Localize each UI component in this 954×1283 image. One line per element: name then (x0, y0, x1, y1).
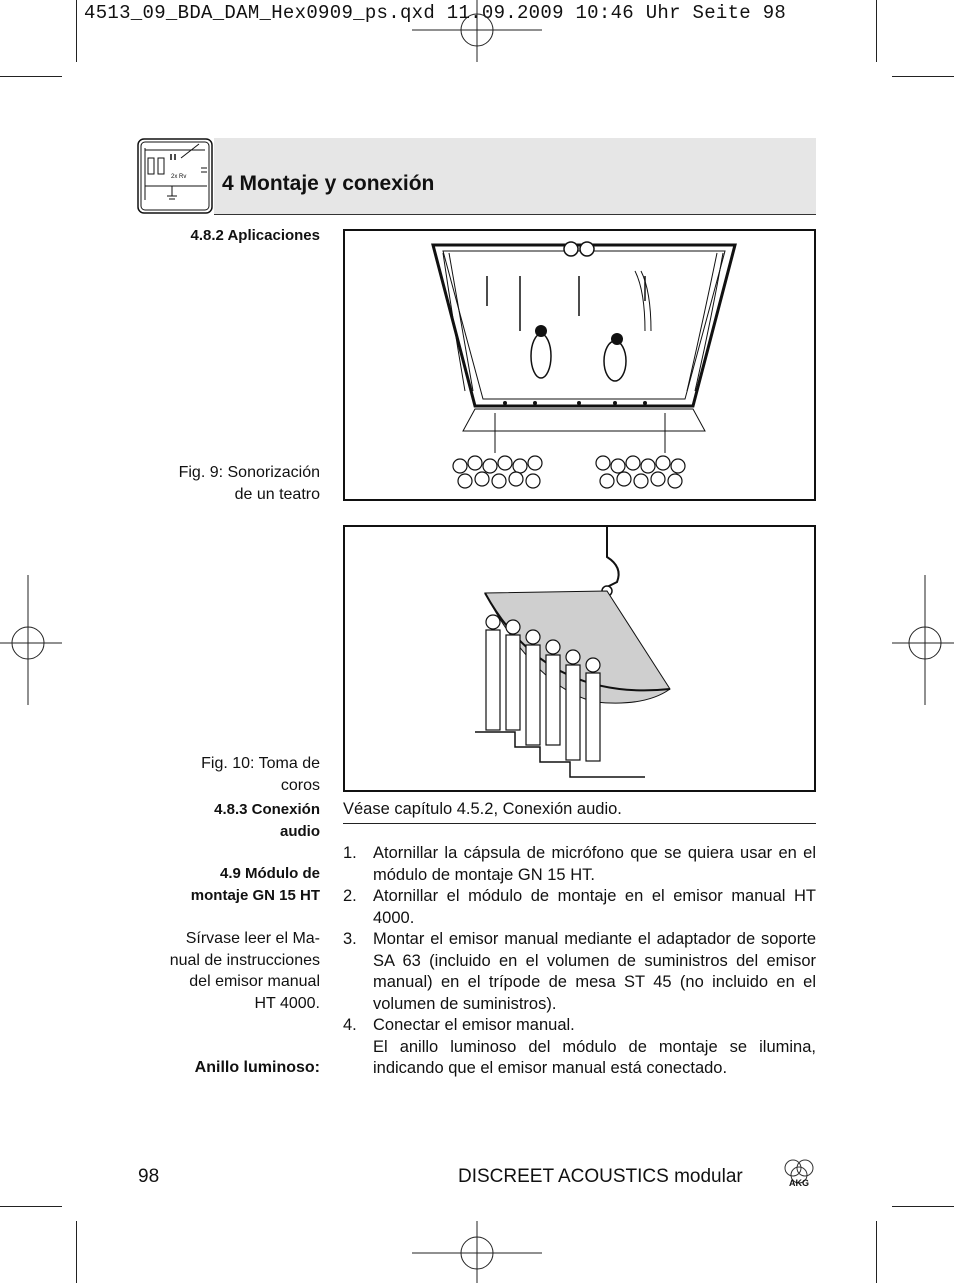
theatre-illustration-icon (345, 231, 814, 499)
step-item (343, 886, 816, 929)
step-item (343, 1015, 816, 1080)
step-text: Atornillar la cápsula de micrófono que se quiera usar en el módulo de montaje GN 15 HT. (373, 844, 816, 884)
step-text: Atornillar el módulo de montaje en el emisor manual HT 4000. (373, 887, 816, 927)
page-number: 98 (138, 1166, 160, 1187)
fig9-caption: Fig. 9: Sonorización de un teatro (178, 464, 320, 503)
steps-list (343, 843, 816, 1080)
figure-theatre (343, 229, 816, 501)
registration-mark-right-icon (892, 575, 954, 705)
circuit-diagram-icon (137, 138, 213, 214)
registration-mark-bottom-icon (412, 1221, 542, 1283)
step-item (343, 929, 816, 1015)
audio-reference: Véase capítulo 4.5.2, Conexión audio. (343, 800, 622, 818)
step-text: Montar el emisor manual mediante el adaptador de soporte SA 63 (incluido en el volumen de suministros del emisor manual) en el trípode de mesa ST 45 (no incluido en el volumen de suministros). (373, 930, 816, 1013)
step-number: 1. (343, 844, 357, 862)
ring-label: Anillo luminoso: (194, 1059, 320, 1076)
svg-text:2x Rv: 2x Rv (171, 174, 187, 180)
section-heading-aplicaciones: 4.8.2 Aplicaciones (190, 227, 320, 244)
step-item (343, 843, 816, 886)
choir-illustration-icon (345, 527, 814, 790)
brand-line: DISCREET ACOUSTICS modular (458, 1166, 743, 1187)
registration-mark-left-icon (0, 575, 62, 705)
chapter-title: 4 Montaje y conexión (222, 172, 435, 195)
sidebar-note: Sírvase leer el Ma- nual de instrucciones del emisor manual HT 4000. (169, 930, 320, 1012)
step-text: Conectar el emisor manual. (373, 1016, 575, 1034)
akg-logo-icon (780, 1157, 818, 1189)
step-number: 3. (343, 930, 357, 948)
slug-line: 4513_09_BDA_DAM_Hex0909_ps.qxd 11.09.2009 10:46 Uhr Seite 98 (84, 2, 787, 24)
registration-mark-top-icon (412, 0, 542, 62)
section-heading-modulo-montaje: 4.9 Módulo de montaje GN 15 HT (190, 865, 320, 904)
section-divider (343, 823, 816, 824)
section-heading-conexion-audio: 4.8.3 Conexión audio (214, 801, 320, 840)
step4-detail: El anillo luminoso del módulo de montaje se ilumina, indicando que el emisor manual está conectado. (373, 1037, 816, 1077)
figure-choir (343, 525, 816, 792)
instruction-list (343, 843, 816, 1080)
fig10-caption: Fig. 10: Toma de coros (201, 755, 320, 794)
step-number: 4. (343, 1016, 357, 1034)
svg-text:AKG: AKG (789, 1178, 809, 1188)
step-number: 2. (343, 887, 357, 905)
